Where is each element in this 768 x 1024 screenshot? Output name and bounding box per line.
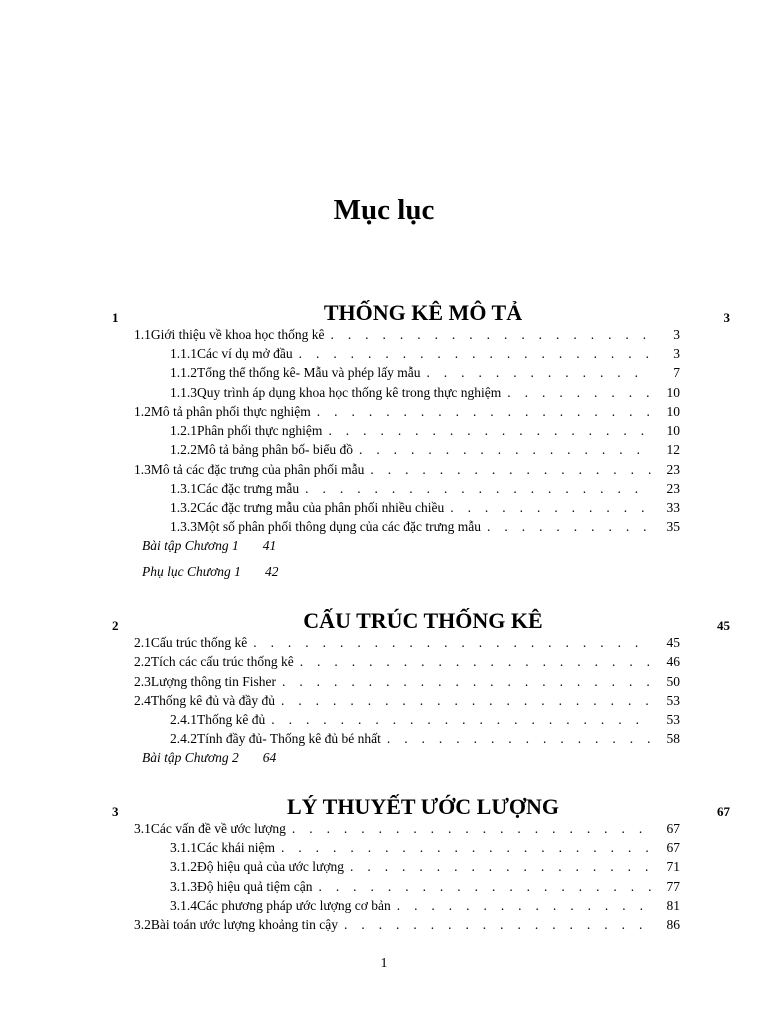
toc-entry-text: Tổng thể thống kê- Mẫu và phép lấy mẫu [197, 365, 421, 380]
leader-dots [330, 326, 652, 344]
toc-entry-text: Thống kê đủ [197, 712, 266, 727]
toc-entry-number: 1.1 [134, 327, 151, 342]
toc-entry-page: 50 [666, 674, 680, 689]
toc-entry-text: Tích các cấu trúc thống kê [150, 654, 294, 669]
leader-dots [328, 422, 652, 440]
chapter-number: 2 [112, 618, 119, 633]
chapter-page: 67 [717, 804, 730, 819]
toc-entry-number: 2.3 [134, 674, 151, 689]
leader-dots [271, 711, 652, 729]
extra-text: Bài tập Chương 2 [142, 750, 239, 765]
leader-dots [253, 634, 652, 652]
toc-entry-text: Mô tả bảng phân bố- biểu đồ [197, 442, 353, 457]
toc-entry[interactable] [170, 518, 680, 536]
toc-entry-page: 53 [666, 693, 680, 708]
toc-entry-number: 2.4 [134, 693, 151, 708]
toc-entry[interactable] [170, 441, 680, 459]
toc-entry-page: 33 [666, 500, 680, 515]
leader-dots [300, 653, 652, 671]
toc-entry-page: 23 [666, 481, 680, 496]
leader-dots [299, 345, 652, 363]
toc-entry-text: Các đặc trưng mẫu [197, 481, 300, 496]
extra-page: 41 [262, 538, 277, 553]
toc-entry-text: Các phương pháp ước lượng cơ bản [197, 898, 391, 913]
leader-dots [344, 916, 652, 934]
toc-entry-page: 7 [673, 365, 680, 380]
toc-entry-number: 3.2 [134, 917, 151, 932]
toc-entry-number: 1.3.3 [170, 519, 197, 534]
toc-entry[interactable] [134, 403, 680, 421]
toc-entry[interactable] [134, 326, 680, 344]
toc-entry-text: Độ hiệu quả tiệm cận [197, 879, 313, 894]
toc-entry-text: Bài toán ước lượng khoảng tin cậy [150, 917, 338, 932]
toc-entry[interactable] [134, 461, 680, 479]
leader-dots [282, 673, 652, 691]
toc-entry-number: 1.2.2 [170, 442, 197, 457]
leader-dots [359, 441, 652, 459]
leader-dots [281, 692, 652, 710]
toc-entry-text: Cấu trúc thống kê [150, 635, 248, 650]
leader-dots [317, 403, 652, 421]
leader-dots [350, 858, 652, 876]
leader-dots [281, 839, 652, 857]
toc-entry-page: 10 [666, 423, 680, 438]
toc-entry[interactable] [170, 897, 680, 915]
chapter-title: LÝ THUYẾT ƯỚC LƯỢNG [287, 794, 559, 819]
toc-entry-text: Lượng thông tin Fisher [150, 674, 276, 689]
toc-entry[interactable] [170, 384, 680, 402]
toc-entry-page: 10 [666, 404, 680, 419]
toc-entry[interactable] [170, 858, 680, 876]
toc-entry-number: 2.1 [134, 635, 151, 650]
chapter-page: 45 [717, 618, 730, 633]
toc-entry-text: Các ví dụ mở đầu [197, 346, 293, 361]
toc-entry-page: 53 [666, 712, 680, 727]
toc-entry-text: Độ hiệu quả của ước lượng [197, 859, 344, 874]
toc-entry-text: Các đặc trưng mẫu của phân phối nhiều chiều [197, 500, 445, 515]
chapter-title: CẤU TRÚC THỐNG KÊ [303, 608, 543, 633]
leader-dots [426, 364, 652, 382]
leader-dots [450, 499, 652, 517]
toc-entry-page: 10 [666, 385, 680, 400]
toc-entry-page: 81 [666, 898, 680, 913]
toc-entry-number: 3.1.1 [170, 840, 197, 855]
extra-page: 42 [264, 564, 279, 579]
toc-entry-page: 35 [666, 519, 680, 534]
toc-entry-number: 1.2 [134, 404, 151, 419]
toc-entry[interactable] [170, 839, 680, 857]
toc-entry-number: 1.1.3 [170, 385, 197, 400]
toc-entry-number: 1.3 [134, 462, 151, 477]
toc-entry-page: 46 [666, 654, 680, 669]
extra-page: 64 [262, 750, 277, 765]
leader-dots [370, 461, 652, 479]
toc-entry-number: 2.4.2 [170, 731, 197, 746]
toc-entry-text: Mô tả phân phối thực nghiệm [150, 404, 311, 419]
toc-entry-page: 45 [666, 635, 680, 650]
toc-entry[interactable] [170, 422, 680, 440]
chapter-number: 1 [112, 310, 119, 325]
chapter-title: THỐNG KÊ MÔ TẢ [323, 300, 523, 325]
toc-entry[interactable] [170, 711, 680, 729]
toc-entry[interactable] [170, 499, 680, 517]
toc-entry-text: Mô tả các đặc trưng của phân phối mẫu [150, 462, 365, 477]
leader-dots [397, 897, 652, 915]
toc-entry-text: Giới thiệu về khoa học thống kê [150, 327, 325, 342]
toc-entry[interactable] [170, 364, 680, 382]
toc-entry-number: 3.1.3 [170, 879, 197, 894]
toc-entry-text: Một số phân phối thông dụng của các đặc trưng mẫu [197, 519, 482, 534]
toc-entry-page: 12 [666, 442, 680, 457]
page-title: Mục lục [333, 194, 435, 226]
toc-entry[interactable] [170, 730, 680, 748]
exercise-link[interactable] [142, 750, 276, 768]
toc-entry-text: Các khái niệm [197, 840, 275, 855]
toc-entry-page: 3 [673, 346, 680, 361]
leader-dots [305, 480, 652, 498]
leader-dots [292, 820, 652, 838]
toc-entry-page: 86 [666, 917, 680, 932]
toc-entry-page: 23 [666, 462, 680, 477]
toc-entry[interactable] [134, 916, 680, 934]
toc-entry-page: 71 [666, 859, 680, 874]
toc-entry-text: Các vấn đề về ước lượng [150, 821, 286, 836]
chapter-page: 3 [723, 310, 730, 325]
toc-entry[interactable] [170, 878, 680, 896]
toc-entry-page: 3 [673, 327, 680, 342]
toc-entry-number: 1.3.1 [170, 481, 197, 496]
toc-entry-page: 67 [666, 840, 680, 855]
toc-entry-number: 3.1.4 [170, 898, 197, 913]
leader-dots [507, 384, 652, 402]
extra-text: Phụ lục Chương 1 [142, 564, 241, 579]
toc-entry-text: Quy trình áp dụng khoa học thống kê trong thực nghiệm [197, 385, 502, 400]
exercise-link[interactable] [142, 538, 276, 556]
leader-dots [318, 878, 652, 896]
toc-entry[interactable] [170, 345, 680, 363]
toc-entry-number: 1.1.1 [170, 346, 197, 361]
toc-entry-page: 67 [666, 821, 680, 836]
toc-entry[interactable] [134, 653, 680, 671]
toc-entry-page: 77 [666, 879, 680, 894]
toc-entry-number: 2.4.1 [170, 712, 197, 727]
leader-dots [387, 730, 652, 748]
toc-entry-number: 1.1.2 [170, 365, 197, 380]
extra-text: Bài tập Chương 1 [142, 538, 239, 553]
toc-entry[interactable] [134, 692, 680, 710]
toc-entry[interactable] [134, 673, 680, 691]
toc-entry-number: 3.1 [134, 821, 151, 836]
toc-entry-page: 58 [666, 731, 680, 746]
toc-entry[interactable] [170, 480, 680, 498]
toc-entry-number: 3.1.2 [170, 859, 197, 874]
chapter-number: 3 [112, 804, 119, 819]
leader-dots [487, 518, 652, 536]
toc-entry-text: Tính đầy đủ- Thống kê đủ bé nhất [197, 731, 381, 746]
toc-entry[interactable] [134, 820, 680, 838]
toc-entry-text: Phân phối thực nghiệm [197, 423, 323, 438]
toc-entry[interactable] [134, 634, 680, 652]
toc-entry-text: Thống kê đủ và đầy đủ [150, 693, 275, 708]
appendix-link[interactable] [142, 564, 278, 582]
toc-entry-number: 1.2.1 [170, 423, 197, 438]
toc-entry-number: 2.2 [134, 654, 151, 669]
page-number: 1 [380, 956, 388, 971]
toc-entry-number: 1.3.2 [170, 500, 197, 515]
